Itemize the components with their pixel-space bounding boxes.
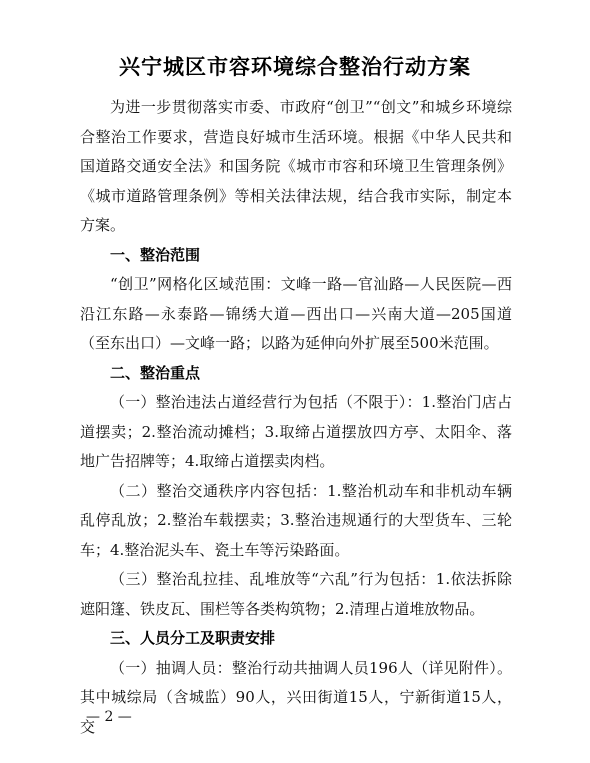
document-title: 兴宁城区市容环境综合整治行动方案 <box>119 54 471 79</box>
page-number: — 2 — <box>86 709 132 725</box>
heading-staffing: 三、人员分工及职责安排 <box>110 629 276 647</box>
document-body <box>80 93 512 742</box>
paragraph-intro: 为进一步贯彻落实市委、市政府“创卫”“创文”和城乡环境综合整治工作要求，营造良好城市生活环境。根据《中华人民共和国道路交通安全法》和国务院《城市市容和环境卫生管理条例》《城市道路管理条例》等相关法律法规，结合我市实际，制定本方案。 <box>80 98 512 234</box>
paragraph-focus-2: （二）整治交通秩序内容包括：1.整治机动车和非机动车辆乱停乱放；2.整治车载摆卖；3.整治违规通行的大型货车、三轮车；4.整治泥头车、瓷土车等污染路面。 <box>80 481 512 559</box>
paragraph-focus-1: （一）整治违法占道经营行为包括（不限于）：1.整治门店占道摆卖；2.整治流动摊档；3.取缔占道摆放四方亭、太阳伞、落地广告招牌等；4.取缔占道摆卖肉档。 <box>80 393 512 470</box>
paragraph-staffing: （一）抽调人员：整治行动共抽调人员196人（详见附件）。其中城综局（含城监）90人，兴田街道15人，宁新街道15人，交 <box>80 658 512 736</box>
paragraph-scope: “创卫”网格化区域范围：文峰一路—官汕路—人民医院—西沿江东路—永泰路—锦绣大道—西出口—兴南大道—205国道（至东出口）—文峰一路；以路为延伸向外扩展至500米范围。 <box>80 275 512 352</box>
paragraph-focus-3: （三）整治乱拉挂、乱堆放等“六乱”行为包括：1.依法拆除遮阳篷、铁皮瓦、围栏等各类构筑物；2.清理占道堆放物品。 <box>80 570 512 618</box>
heading-focus: 二、整治重点 <box>110 363 201 382</box>
heading-scope: 一、整治范围 <box>110 245 201 264</box>
